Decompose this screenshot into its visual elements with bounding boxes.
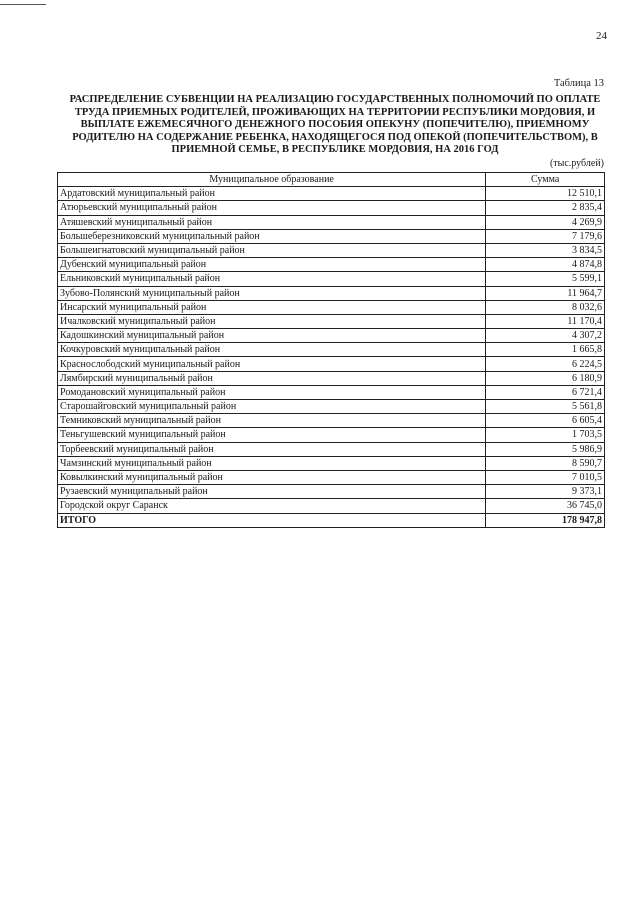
amount-value: 11 964,7 bbox=[486, 286, 605, 300]
amount-value: 6 224,5 bbox=[486, 357, 605, 371]
amount-value: 5 561,8 bbox=[486, 400, 605, 414]
amount-value: 4 874,8 bbox=[486, 258, 605, 272]
table-row bbox=[58, 385, 605, 399]
total-row bbox=[58, 513, 605, 527]
municipality-name: Кочкуровский муниципальный район bbox=[58, 343, 486, 357]
table-label: Таблица 13 bbox=[553, 78, 604, 89]
table-row bbox=[58, 343, 605, 357]
table-row bbox=[58, 357, 605, 371]
table-row bbox=[58, 300, 605, 314]
table-row bbox=[58, 187, 605, 201]
table-row bbox=[58, 215, 605, 229]
table-row bbox=[58, 286, 605, 300]
amount-value: 8 590,7 bbox=[486, 456, 605, 470]
municipality-name: Городской округ Саранск bbox=[58, 499, 486, 513]
amount-value: 4 307,2 bbox=[486, 329, 605, 343]
page-number: 24 bbox=[596, 30, 607, 42]
municipality-name: Ардатовский муниципальный район bbox=[58, 187, 486, 201]
amount-value: 5 599,1 bbox=[486, 272, 605, 286]
municipality-name: Большеберезниковский муниципальный район bbox=[58, 229, 486, 243]
table-row bbox=[58, 485, 605, 499]
table-row bbox=[58, 258, 605, 272]
amount-value: 36 745,0 bbox=[486, 499, 605, 513]
table-row bbox=[58, 371, 605, 385]
units-label: (тыс.рублей) bbox=[549, 158, 604, 169]
amount-value: 12 510,1 bbox=[486, 187, 605, 201]
amount-value: 6 605,4 bbox=[486, 414, 605, 428]
total-label: ИТОГО bbox=[58, 513, 486, 527]
header-amount: Сумма bbox=[486, 173, 605, 187]
municipality-name: Ковылкинский муниципальный район bbox=[58, 470, 486, 484]
table-row bbox=[58, 201, 605, 215]
amount-value: 11 170,4 bbox=[486, 314, 605, 328]
corner-mark bbox=[0, 4, 46, 5]
municipality-name: Теньгушевский муниципальный район bbox=[58, 428, 486, 442]
table-row bbox=[58, 314, 605, 328]
amount-value: 6 721,4 bbox=[486, 385, 605, 399]
amount-value: 2 835,4 bbox=[486, 201, 605, 215]
municipality-name: Лямбирский муниципальный район bbox=[58, 371, 486, 385]
municipality-name: Чамзинский муниципальный район bbox=[58, 456, 486, 470]
amount-value: 1 665,8 bbox=[486, 343, 605, 357]
municipality-name: Атюрьевский муниципальный район bbox=[58, 201, 486, 215]
municipality-name: Ельниковский муниципальный район bbox=[58, 272, 486, 286]
municipality-name: Темниковский муниципальный район bbox=[58, 414, 486, 428]
table-row bbox=[58, 499, 605, 513]
municipality-name: Инсарский муниципальный район bbox=[58, 300, 486, 314]
municipality-name: Рузаевский муниципальный район bbox=[58, 485, 486, 499]
amount-value: 1 703,5 bbox=[486, 428, 605, 442]
total-amount: 178 947,8 bbox=[486, 513, 605, 527]
municipality-name: Торбеевский муниципальный район bbox=[58, 442, 486, 456]
amount-value: 8 032,6 bbox=[486, 300, 605, 314]
municipality-name: Кадошкинский муниципальный район bbox=[58, 329, 486, 343]
municipality-name: Ичалковский муниципальный район bbox=[58, 314, 486, 328]
municipality-name: Краснослободский муниципальный район bbox=[58, 357, 486, 371]
municipality-name: Большеигнатовский муниципальный район bbox=[58, 243, 486, 257]
table-row bbox=[58, 243, 605, 257]
table-row bbox=[58, 442, 605, 456]
municipality-name: Ромодановский муниципальный район bbox=[58, 385, 486, 399]
table-header-row bbox=[58, 173, 605, 187]
amount-value: 9 373,1 bbox=[486, 485, 605, 499]
header-municipality: Муниципальное образование bbox=[58, 173, 486, 187]
amount-value: 7 179,6 bbox=[486, 229, 605, 243]
document-title: РАСПРЕДЕЛЕНИЕ СУБВЕНЦИИ НА РЕАЛИЗАЦИЮ ГОСУДАРСТВЕННЫХ ПОЛНОМОЧИЙ ПО ОПЛАТЕ ТРУДА ПРИЕМНЫХ РОДИТЕЛЕЙ, ПРОЖИВАЮЩИХ НА ТЕРРИТОРИИ РЕСПУБЛИКИ МОРДОВИЯ, И ВЫПЛАТЕ ЕЖЕМЕСЯЧНОГО ДЕНЕЖНОГО ПОСОБИЯ ОПЕКУНУ (ПОПЕЧИТЕЛЮ), ПРИЕМНОМУ РОДИТЕЛЮ НА СОДЕРЖАНИЕ РЕБЕНКА, НАХОДЯЩЕГОСЯ ПОД ОПЕКОЙ (ПОПЕЧИТЕЛЬСТВОМ), В ПРИЕМНОЙ СЕМЬЕ, В РЕСПУБЛИКЕ МОРДОВИЯ, НА 2016 ГОД bbox=[69, 94, 601, 156]
table-row bbox=[58, 329, 605, 343]
table-row bbox=[58, 428, 605, 442]
municipality-name: Старошайговский муниципальный район bbox=[58, 400, 486, 414]
distribution-table bbox=[57, 172, 605, 528]
amount-value: 4 269,9 bbox=[486, 215, 605, 229]
municipality-name: Атяшевский муниципальный район bbox=[58, 215, 486, 229]
municipality-name: Зубово-Полянский муниципальный район bbox=[58, 286, 486, 300]
table-row bbox=[58, 456, 605, 470]
amount-value: 3 834,5 bbox=[486, 243, 605, 257]
amount-value: 5 986,9 bbox=[486, 442, 605, 456]
table-row bbox=[58, 400, 605, 414]
amount-value: 7 010,5 bbox=[486, 470, 605, 484]
table-row bbox=[58, 470, 605, 484]
amount-value: 6 180,9 bbox=[486, 371, 605, 385]
table-row bbox=[58, 414, 605, 428]
table-row bbox=[58, 229, 605, 243]
table-row bbox=[58, 272, 605, 286]
municipality-name: Дубенский муниципальный район bbox=[58, 258, 486, 272]
